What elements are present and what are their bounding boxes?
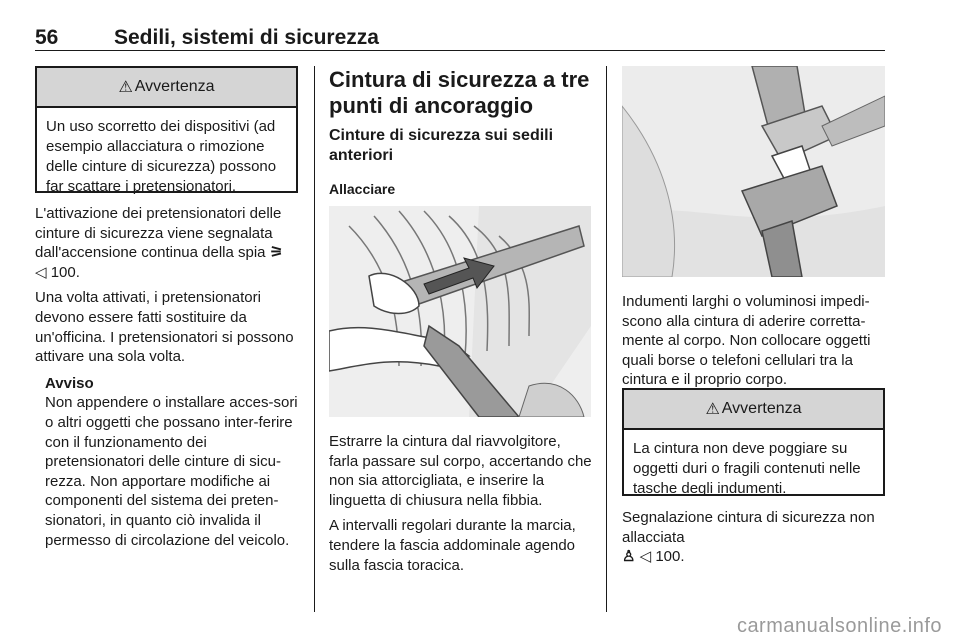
column-divider-2 [606, 66, 607, 612]
paragraph-replacement: Una volta attivati, i pretensionatori devono essere fatti sostituire da un'officina. I pretensionatori si possono attivare una sola volta. [35, 289, 294, 366]
column-divider-1 [314, 66, 315, 612]
paragraph-loose-clothing: Indumenti larghi o voluminosi impedi-scono alla cintura di aderire corretta-mente al corpo. Non collocare oggetti quali borse o telefoni cellulari tra la cintura e il proprio corpo. [622, 293, 871, 389]
reference-arrow-icon: ◁ [639, 548, 652, 566]
notice-title: Avviso [45, 374, 94, 392]
paragraph-tighten-lap-belt: A intervalli regolari durante la marcia, tendere la fascia addominale agendo sulla fascia toracica. [329, 517, 576, 574]
subsubsection-heading: Allacciare [329, 181, 396, 197]
chapter-title: Sedili, sistemi di sicurezza [114, 26, 379, 49]
column-3-text-top [622, 292, 888, 390]
warning-header [624, 390, 883, 430]
header-rule [35, 50, 885, 51]
paragraph-seatbelt-reminder: Segnalazione cintura di sicurezza non allacciata ♙ ◁ 100. [622, 509, 875, 566]
page-number: 56 [35, 26, 59, 49]
warning-body: Un uso scorretto dei dispositivi (ad esempio allacciatura o rimozione delle cinture di sicurezza) possono far scattare i pretensionatori. [46, 118, 277, 195]
warning-header [37, 68, 296, 108]
illustration-belt-buckle [622, 66, 885, 277]
seatbelt-reminder-icon: ♙ [622, 548, 636, 566]
notice-block [35, 374, 300, 550]
reference-arrow-icon: ◁ [35, 263, 47, 281]
paragraph-pretensioner-activation: L'attivazione dei pretensionatori delle cinture di sicurezza viene segnalata dall'accensione continua della spia ⚞ ◁ 100. [35, 205, 284, 281]
notice-body: Non appendere o installare acces-sori o altri oggetti che possano inter-ferire con il funzionamento dei pretensionatori delle cinture di sicu-rezza. Non apportare modifiche ai componenti del sistema dei preten-sionatori, in quanto ciò invalida il permesso di circolazione del veicolo. [45, 394, 298, 549]
column-1-text [35, 204, 300, 550]
paragraph-pull-belt: Estrarre la cintura dal riavvolgitore, farla passare sul corpo, accertando che non sia attorcigliata, e inserire la linguetta di chiusura nella fibbia. [329, 433, 592, 509]
page-reference: 100. [655, 548, 685, 566]
seatbelt-pretensioner-warning-icon: ⚞ [269, 244, 284, 262]
column-2-text [329, 432, 594, 575]
illustration-fastening-belt [329, 206, 591, 417]
warning-triangle-icon: ⚠ [705, 401, 720, 418]
column-3-text-bottom [622, 508, 888, 567]
warning-triangle-icon: ⚠ [118, 79, 133, 96]
warning-box-pretensioners [35, 66, 298, 193]
warning-title: Avvertenza [134, 78, 215, 95]
warning-title: Avvertenza [721, 400, 802, 417]
warning-box-hard-objects [622, 388, 885, 496]
subsection-heading: Cinture di sicurezza sui sedili anteriori [329, 127, 554, 164]
warning-body: La cintura non deve poggiare su oggetti duri o fragili contenuti nelle tasche degli indumenti. [633, 440, 861, 497]
watermark: carmanualsonline.info [736, 615, 942, 637]
section-heading: Cintura di sicurezza a tre punti di ancoraggio [329, 67, 590, 118]
page-reference: 100. [50, 263, 80, 281]
page-header [35, 22, 885, 50]
